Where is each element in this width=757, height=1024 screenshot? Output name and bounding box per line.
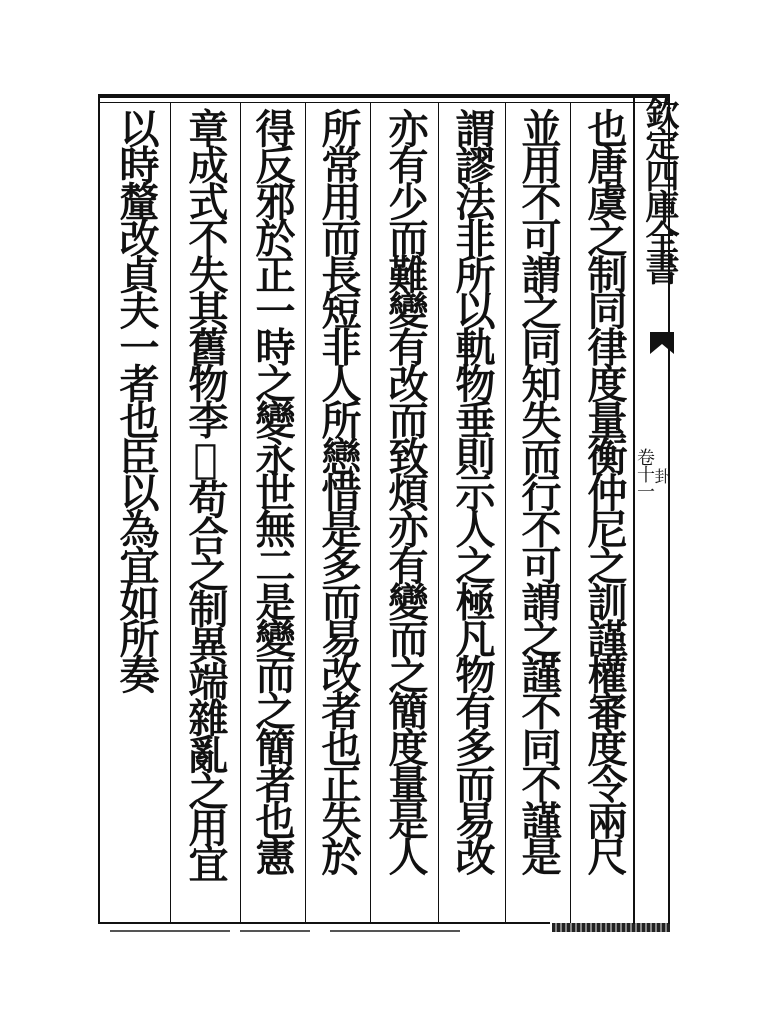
bottom-edge-mark (552, 923, 670, 932)
column-text: 以時釐改貞夫一者也臣以為宜如所奏 (113, 108, 160, 691)
text-column-8 (108, 108, 164, 923)
top-border-inner (98, 102, 670, 103)
top-border-outer (98, 94, 670, 98)
volume-number: 卷十一 (634, 448, 655, 499)
left-border (98, 98, 100, 924)
text-column-6 (244, 108, 300, 923)
column-rule (305, 103, 306, 923)
bottom-dash-3 (330, 930, 460, 932)
column-text: 亦有少而難變有改而致煩亦有變而之簡度量是人 (382, 108, 429, 873)
column-text: 並用不可謂之同知失而行不可謂之謹不同不謹是 (515, 108, 562, 873)
column-text: 所常用而長短非人所戀惜是多而易改者也正失於 (315, 108, 362, 873)
column-rule (438, 103, 439, 923)
column-text: 章成式不失其舊物李𢚩苟合之制異端雜亂之用宜 (182, 108, 229, 880)
text-column-4 (377, 108, 433, 923)
text-column-5 (310, 108, 366, 923)
volume-note: 卦 (652, 468, 671, 484)
column-text: 也唐虞之制同律度量衡仲尼之訓謹權審度令兩尺 (581, 108, 628, 873)
book-title: 欽定四庫全書 (639, 96, 679, 282)
column-text: 謂謬法非所以軌物垂則示人之極凡物有多而易改 (449, 108, 496, 873)
text-column-3 (444, 108, 500, 923)
column-rule (240, 103, 241, 923)
bottom-dash-2 (240, 930, 310, 932)
column-rule (570, 103, 571, 923)
column-rule (170, 103, 171, 923)
text-column-7 (177, 108, 233, 923)
column-rule (505, 103, 506, 923)
column-rule (370, 103, 371, 923)
fish-tail-mark (650, 332, 674, 354)
column-text: 得反邪於正一時之變永世無二是變而之簡者也憲 (249, 108, 296, 873)
bottom-dash-1 (110, 930, 230, 932)
margin-rule (633, 98, 635, 924)
text-column-1 (576, 108, 632, 923)
text-column-2 (510, 108, 566, 923)
